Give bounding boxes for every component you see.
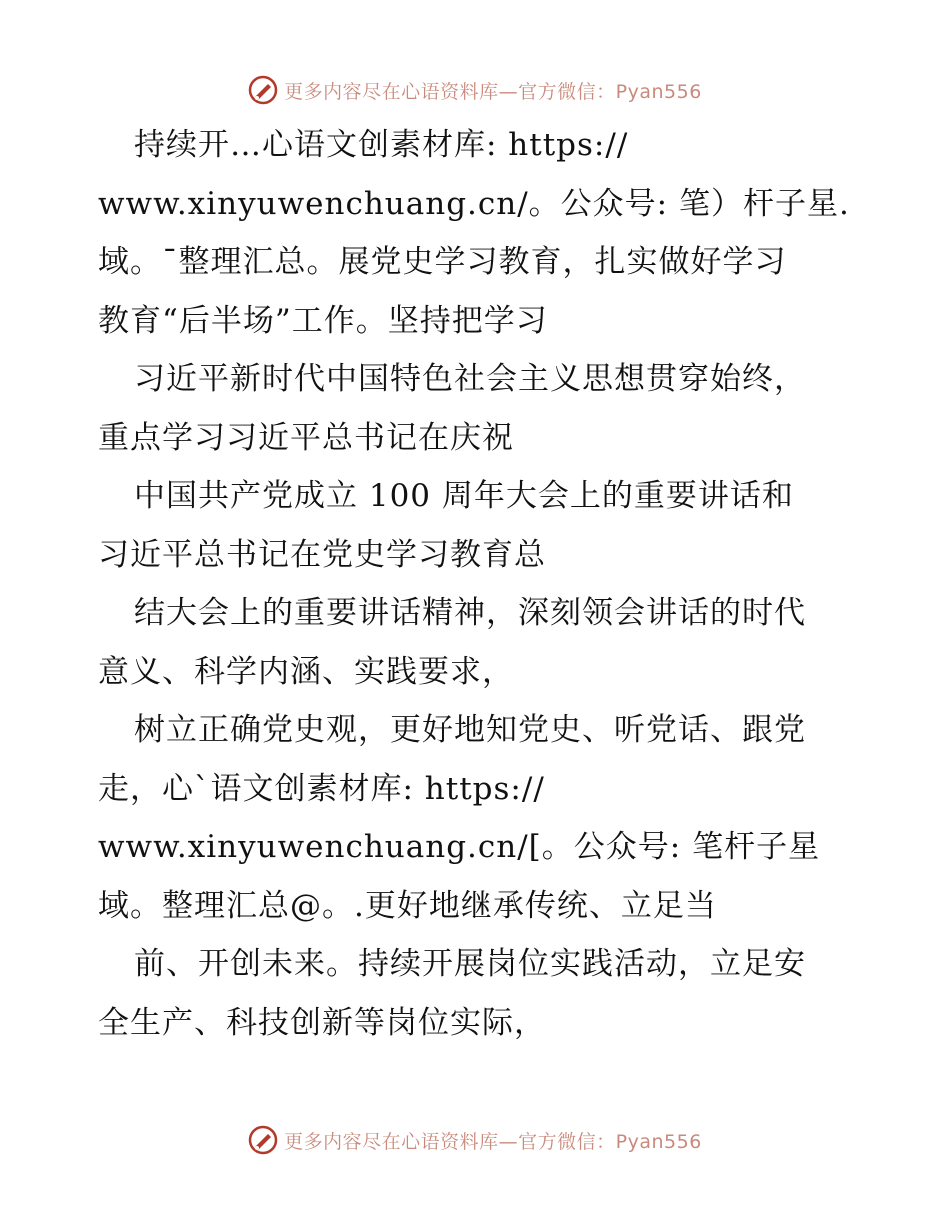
text-line: 持续开…心语文创素材库: https:// [134, 127, 629, 163]
pen-logo-icon [248, 75, 278, 105]
text-line: 域。¯整理汇总。展党史学习教育，扎实做好学习 [98, 244, 787, 280]
text-line: 域。整理汇总@。.更好地继承传统、立足当 [98, 887, 717, 924]
footer-banner-text: 更多内容尽在心语资料库—官方微信：Pyan556 [284, 1130, 702, 1153]
pen-logo-icon [248, 1125, 278, 1155]
document-body [98, 116, 858, 1052]
text-line: 前、开创未来。持续开展岗位实践活动，立足安 [134, 946, 806, 982]
text-line: www.xinyuwenchuang.cn/。公众号: 笔）杆子星. [98, 185, 850, 222]
text-line: 习近平总书记在党史学习教育总 [98, 536, 546, 573]
header-banner-text: 更多内容尽在心语资料库—官方微信：Pyan556 [284, 80, 702, 103]
header-banner [0, 70, 950, 110]
text-line: 中国共产党成立 100 周年大会上的重要讲话和 [134, 478, 794, 514]
text-line: 习近平新时代中国特色社会主义思想贯穿始终， [134, 361, 806, 397]
text-line: 意义、科学内涵、实践要求， [98, 653, 514, 690]
text-line: 结大会上的重要讲话精神，深刻领会讲话的时代 [134, 595, 806, 631]
text-line: 走，心`语文创素材库: https:// [98, 770, 545, 807]
text-line: 教育“后半场”工作。坚持把学习 [98, 302, 548, 339]
text-line: 树立正确党史观，更好地知党史、听党话、跟党 [134, 712, 806, 748]
footer-banner [0, 1120, 950, 1160]
text-line: 重点学习习近平总书记在庆祝 [98, 419, 514, 456]
text-line: 全生产、科技创新等岗位实际， [98, 1004, 546, 1041]
text-line: www.xinyuwenchuang.cn/[。公众号: 笔杆子星 [98, 829, 821, 865]
